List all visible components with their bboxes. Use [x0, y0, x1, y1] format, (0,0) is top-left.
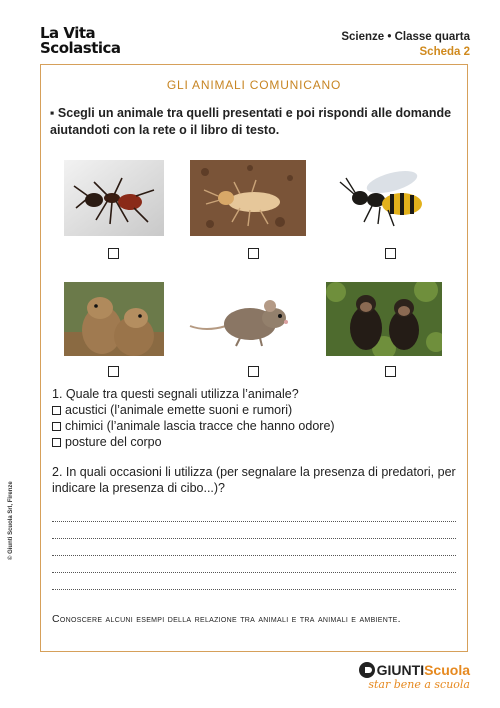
option-label: posture del corpo	[65, 435, 162, 449]
sheet-label: Scheda 2	[419, 46, 470, 58]
publisher-icon	[359, 662, 375, 678]
termite-checkbox[interactable]	[248, 248, 259, 259]
logo-line-1: La Vita	[40, 24, 96, 42]
logo-line-2: Scolastica	[40, 39, 121, 57]
option-label: chimici (l’animale lascia tracce che hanno odore)	[65, 419, 335, 433]
header-info	[341, 30, 470, 60]
copyright-notice: © Giunti Scuola Srl, Firenze	[8, 481, 14, 560]
worksheet-frame	[40, 64, 468, 652]
answer-line[interactable]	[52, 588, 456, 590]
answer-line[interactable]	[52, 571, 456, 573]
option-acoustic[interactable]	[52, 402, 292, 418]
publisher-tagline: star bene a scuola	[368, 678, 470, 691]
checkbox-icon[interactable]	[52, 422, 61, 431]
ant-photo	[64, 160, 164, 236]
answer-line[interactable]	[52, 537, 456, 539]
chimpanzees-photo	[326, 282, 442, 356]
option-label: acustici (l’animale emette suoni e rumori)	[65, 403, 293, 417]
mouse-checkbox[interactable]	[248, 366, 259, 377]
option-posture[interactable]	[52, 434, 162, 450]
checkbox-icon[interactable]	[52, 438, 61, 447]
subject-label: Scienze • Classe quarta	[341, 31, 470, 43]
magazine-logo	[40, 26, 121, 56]
wasp-photo	[332, 160, 442, 236]
publisher-logo	[359, 662, 470, 692]
checkbox-icon[interactable]	[52, 406, 61, 415]
wasp-checkbox[interactable]	[385, 248, 396, 259]
learning-goal: Conoscere alcuni esempi della relazione tra animali e tra animali e ambiente.	[52, 613, 401, 625]
ant-checkbox[interactable]	[108, 248, 119, 259]
instruction-text: ▪ Scegli un animale tra quelli presentati e poi rispondi alle domande aiutandoti con la rete o il libro di testo.	[50, 106, 452, 137]
worksheet-title: GLI ANIMALI COMUNICANO	[166, 78, 342, 92]
answer-line[interactable]	[52, 554, 456, 556]
question-1: 1. Quale tra questi segnali utilizza l’animale?	[52, 387, 299, 401]
publisher-name-part2: Scuola	[424, 662, 470, 678]
termite-photo	[190, 160, 306, 236]
chimpanzees-checkbox[interactable]	[385, 366, 396, 377]
publisher-name-part1: GIUNTI	[376, 662, 425, 678]
answer-line[interactable]	[52, 520, 456, 522]
publisher-name	[359, 662, 470, 678]
option-chemical[interactable]	[52, 418, 335, 434]
marmots-photo	[64, 282, 164, 356]
question-2: 2. In quali occasioni li utilizza (per segnalare la presenza di predatori, per indicare la presenza di cibo...)?	[52, 465, 456, 495]
marmots-checkbox[interactable]	[108, 366, 119, 377]
mouse-photo	[186, 282, 308, 356]
